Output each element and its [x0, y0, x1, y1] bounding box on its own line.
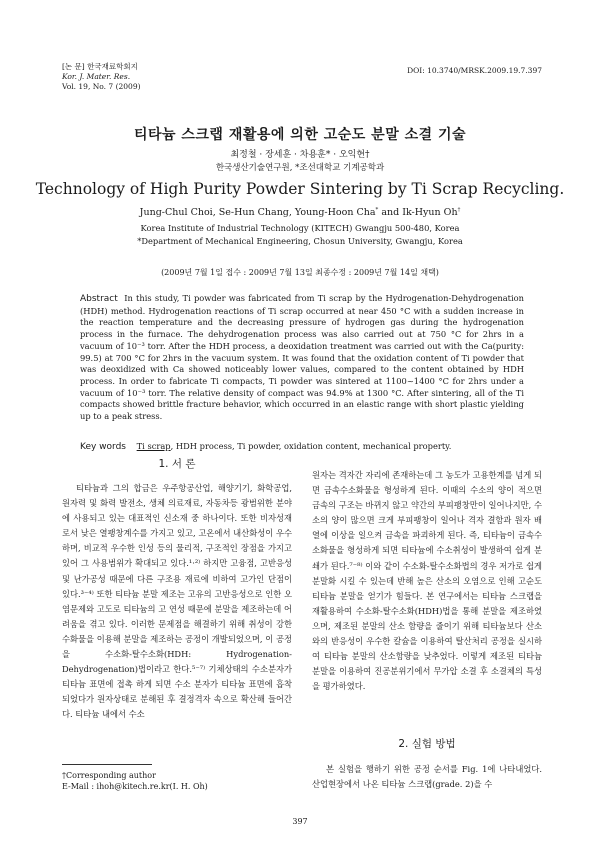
- footnote-divider: [62, 764, 152, 765]
- section-heading-methods: 2. 실험 방법: [398, 738, 456, 750]
- body-right-column-methods: [312, 762, 542, 792]
- keywords-rest: , HDH process, Ti powder, oxidation content, mechanical property.: [170, 441, 452, 451]
- keywords-label: Key words: [80, 442, 126, 452]
- page-number: 397: [292, 817, 308, 826]
- journal-header: [62, 62, 141, 92]
- paragraph-introduction: 티타늄과 그의 합금은 우주항공산업, 해양기기, 화학공업, 원자력 및 화력 발전소, 생체 의료재료, 자동차등 광범위한 분야에 사용되고 있는 대표적인 신소재 중 하나이다. 또한 비자성재로서 낮은 열팽창계수를 가지고 있고, 고온에서 내산화성이 우수하며, 비교적 우수한 인성 등의 물리적, 구조적인 장점을 가지고 있어 그 사용범위가 확대되고 있다.¹·²⁾ 하지만 고융점, 고반응성 및 난가공성 때문에 다른 구조용 재료에 비하여 고가인 단점이 있다.³⁻⁴⁾ 또한 티타늄 분말 제조는 고유의 고반응성으로 인한 오염문제와 고도로 티타늄의 고 연성 때문에 분말을 제조하는데 어려움을 겪고 있다. 이러한 문제점을 해결하기 위해 취성이 강한 수화물을 이용해 분말을 제조하는 공정이 개발되었으며, 이 공정을 수소화-탈수소화(HDH: Hydrogenation-Dehydrogenation)법이라고 한다.⁵⁻⁷⁾ 기체상태의 수소분자가 티타늄 표면에 접촉 하게 되면 수소 분자가 티타늄 표면에 흡착되었다가 원자상태로 분해된 후 결정격자 속으로 확산해 들어간다. 티타늄 내에서 수소: [62, 483, 292, 720]
- abstract: [80, 293, 524, 423]
- authors-english: Jung-Chul Choi, Se-Hun Chang, Young-Hoon Cha* and Ik-Hyun Oh†: [139, 206, 461, 218]
- abstract-label: Abstract: [80, 294, 118, 304]
- keywords: [80, 441, 524, 452]
- journal-name-kr: [논 문] 한국재료학회지: [62, 62, 138, 71]
- journal-name-en: Kor. J. Mater. Res.: [62, 72, 131, 81]
- affiliation-korean: 한국생산기술연구원, *조선대학교 기계공학과: [215, 163, 385, 173]
- authors-korean: 최정철 · 장세훈 · 차용훈* · 오익현†: [230, 150, 370, 160]
- affiliation-english: [0, 222, 600, 248]
- section-heading-introduction: 1. 서 론: [158, 458, 196, 470]
- affiliation-kitech: Korea Institute of Industrial Technology (KITECH) Gwangju 500-480, Korea: [140, 223, 460, 233]
- affiliation-chosun: *Department of Mechanical Engineering, Chosun University, Gwangju, Korea: [137, 236, 463, 246]
- paragraph-methods: 본 실험을 행하기 위한 공정 순서를 Fig. 1에 나타내었다. 산업현장에서 나온 티타늄 스크랩(grade. 2)을 수: [312, 764, 542, 790]
- title-korean: 티타늄 스크랩 재활용에 의한 고순도 분말 소결 기술: [133, 127, 467, 143]
- journal-volume: Vol. 19, No. 7 (2009): [62, 82, 141, 91]
- submission-dates: (2009년 7월 1일 접수 : 2009년 7월 13일 최종수정 : 2009년 7월 14일 채택): [161, 268, 439, 277]
- author-email[interactable]: E-Mail : ihoh@kitech.re.kr(I. H. Oh): [62, 782, 208, 791]
- body-right-column: [312, 468, 542, 694]
- doi: DOI: 10.3740/MRSK.2009.19.7.397: [407, 66, 542, 75]
- title-english: Technology of High Purity Powder Sintering by Ti Scrap Recycling.: [35, 180, 565, 198]
- footnote: [62, 770, 292, 792]
- keyword-link-ti-scrap[interactable]: Ti scrap: [136, 441, 171, 451]
- abstract-text: In this study, Ti powder was fabricated from Ti scrap by the Hydrogenation-Dehydrogenation (HDH) method. Hydrogenation reactions of Ti scrap occurred at near 450 °C with a sudden increase in the reaction temperature and the decreasing pressure of hydrogen gas during the hydrogenation process in the furnace. The dehydrogenation process was also carried out at 750 °C for 2hrs in a vacuum of 10⁻³ torr. After the HDH process, a deoxidation treatment was carried out with the Ca(purity: 99.5) at 700 °C for 2hrs in the vacuum system. It was found that the oxidation content of Ti powder that was deoxidized with Ca showed noticeably lower values, compared to the content obtained by HDH process. In order to fabricate Ti compacts, Ti powder was sintered at 1100~1400 °C for 2hrs under a vacuum of 10⁻³ torr. The relative density of compact was 94.9% at 1300 °C. After sintering, all of the Ti compacts showed brittle fracture behavior, which occurred in an elastic range with short plastic yielding up to a peak stress.: [80, 293, 524, 422]
- body-left-column: [62, 481, 292, 723]
- paragraph-introduction-cont: 원자는 격자간 자리에 존재하는데 그 농도가 고용한계를 넘게 되면 금속수소화물을 형성하게 된다. 이때의 수소의 양이 적으면 금속의 구조는 바뀌지 않고 약간의 부피팽창만이 일어나지만, 수소의 양이 많으면 크게 부피팽창이 일어나 격자 결함과 원자 배열에 이상을 일으켜 금속을 파괴하게 된다. 즉, 티타늄이 금속수소화물을 형성하게 되면 티타늄에 수소취성이 발생하여 쉽게 분쇄가 된다.⁷⁻⁸⁾ 이와 같이 수소화-탈수소화법의 경우 저가로 쉽게 분말화 시킬 수 있는데 반해 높은 산소의 오염으로 인해 고순도 티타늄 분말을 얻기가 힘들다. 본 연구에서는 티타늄 스크랩을 재활용하여 수소화-탈수소화(HDH)법을 통해 분말을 제조하였으며, 제조된 분말의 산소 함량을 줄이기 위해 티타늄보다 산소와의 반응성이 우수한 칼슘을 이용하여 탈산처리 공정을 실시하여 티타늄 분말의 산소함량을 낮추었다. 이렇게 제조된 티타늄 분말을 이용하여 진공분위기에서 무가압 소결 후 소결체의 특성을 평가하였다.: [312, 470, 542, 692]
- corresponding-author: †Corresponding author: [62, 771, 156, 780]
